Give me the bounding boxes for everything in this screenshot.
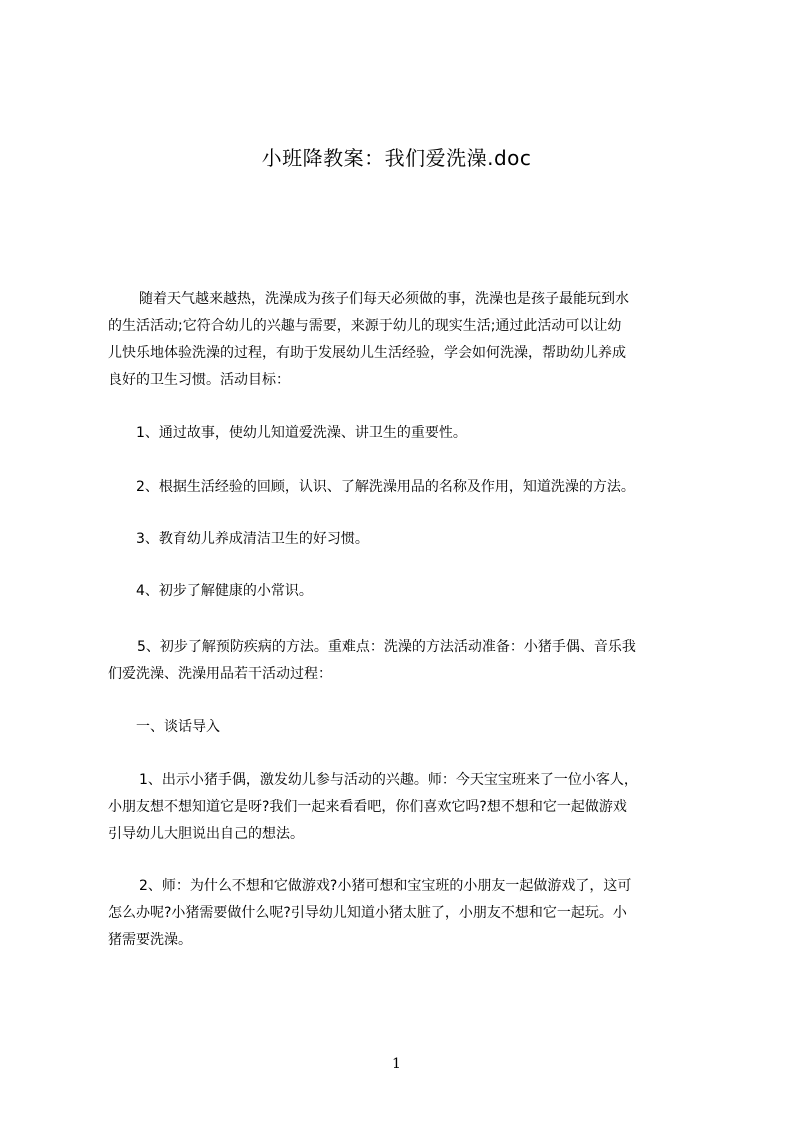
text-line: 1、出示小猪手偶，激发幼儿参与活动的兴趣。师：今天宝宝班来了一位小客人，	[139, 772, 638, 788]
intro-paragraph	[108, 286, 700, 394]
document-title: 小班降教案：我们爱洗澡.doc	[261, 146, 532, 170]
text-line: 们爱洗澡、洗澡用品若干活动过程：	[108, 666, 332, 682]
text-line: 猪需要洗澡。	[108, 932, 192, 948]
page-number: 1	[392, 1056, 401, 1072]
text-line: 的生活活动;它符合幼儿的兴趣与需要，来源于幼儿的现实生活;通过此活动可以让幼	[108, 318, 622, 334]
goal-5-paragraph	[108, 634, 700, 688]
text-line: 良好的卫生习惯。活动目标：	[108, 372, 290, 388]
text-line: 随着天气越来越热，洗澡成为孩子们每天必须做的事，洗澡也是孩子最能玩到水	[139, 291, 629, 307]
text-line: 小朋友想不想知道它是呀?我们一起来看看吧，你们喜欢它吗?想不想和它一起做游戏	[108, 799, 627, 815]
goal-item: 3、教育幼儿养成清洁卫生的好习惯。	[136, 531, 369, 547]
text-line: 怎么办呢?小猪需要做什么呢?引导幼儿知道小猪太脏了，小朋友不想和它一起玩。小	[108, 905, 627, 921]
goal-item: 1、通过故事，使幼儿知道爱洗澡、讲卫生的重要性。	[136, 425, 467, 441]
text-line: 儿快乐地体验洗澡的过程，有助于发展幼儿生活经验，学会如何洗澡，帮助幼儿养成	[108, 345, 626, 361]
text-line: 5、初步了解预防疾病的方法。重难点：洗澡的方法活动准备：小猪手偶、音乐我	[137, 639, 636, 655]
section-heading: 一、谈话导入	[136, 719, 220, 735]
text-line: 引导幼儿大胆说出自己的想法。	[108, 826, 304, 842]
step-2-paragraph	[108, 873, 700, 954]
goal-item: 2、根据生活经验的回顾，认识、了解洗澡用品的名称及作用，知道洗澡的方法。	[136, 479, 635, 495]
goal-item: 4、初步了解健康的小常识。	[136, 583, 313, 599]
text-line: 2、师：为什么不想和它做游戏?小猪可想和宝宝班的小朋友一起做游戏了，这可	[139, 878, 632, 894]
step-1-paragraph	[108, 767, 700, 848]
